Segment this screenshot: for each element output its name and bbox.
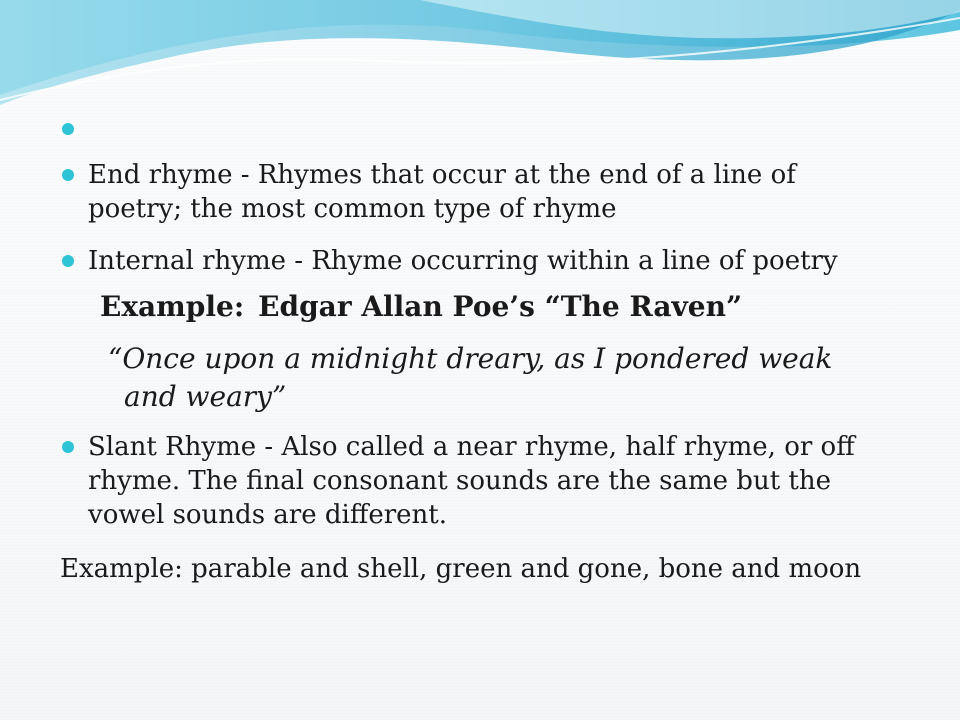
bullet-line: vowel sounds are different. (88, 500, 447, 530)
bullet-icon (62, 169, 74, 181)
slant-rhyme-example: Example: parable and shell, green and gone, bone and moon (60, 554, 862, 584)
quote-line: “Once upon a midnight dreary, as I pondered weak (108, 342, 833, 375)
quote-line: and weary” (124, 380, 287, 413)
bullet-line: rhyme. The final consonant sounds are the same but the (88, 466, 831, 496)
bullet-line: Slant Rhyme - Also called a near rhyme, half rhyme, or off (88, 432, 855, 462)
bullet-icon (62, 123, 74, 135)
bullet-icon (62, 441, 74, 453)
bullet-icon (62, 255, 74, 267)
example-heading (100, 288, 742, 326)
bullet-text: Internal rhyme - Rhyme occurring within a line of poetry (88, 246, 838, 276)
bullet-text (88, 430, 898, 532)
example-label: Example: (100, 290, 245, 323)
bullet-line: poetry; the most common type of rhyme (88, 194, 617, 224)
poem-quote (108, 340, 888, 416)
example-work: Edgar Allan Poe’s “The Raven” (258, 290, 743, 323)
bullet-text (88, 158, 898, 226)
bullet-line: End rhyme - Rhymes that occur at the end of a line of (88, 160, 796, 190)
